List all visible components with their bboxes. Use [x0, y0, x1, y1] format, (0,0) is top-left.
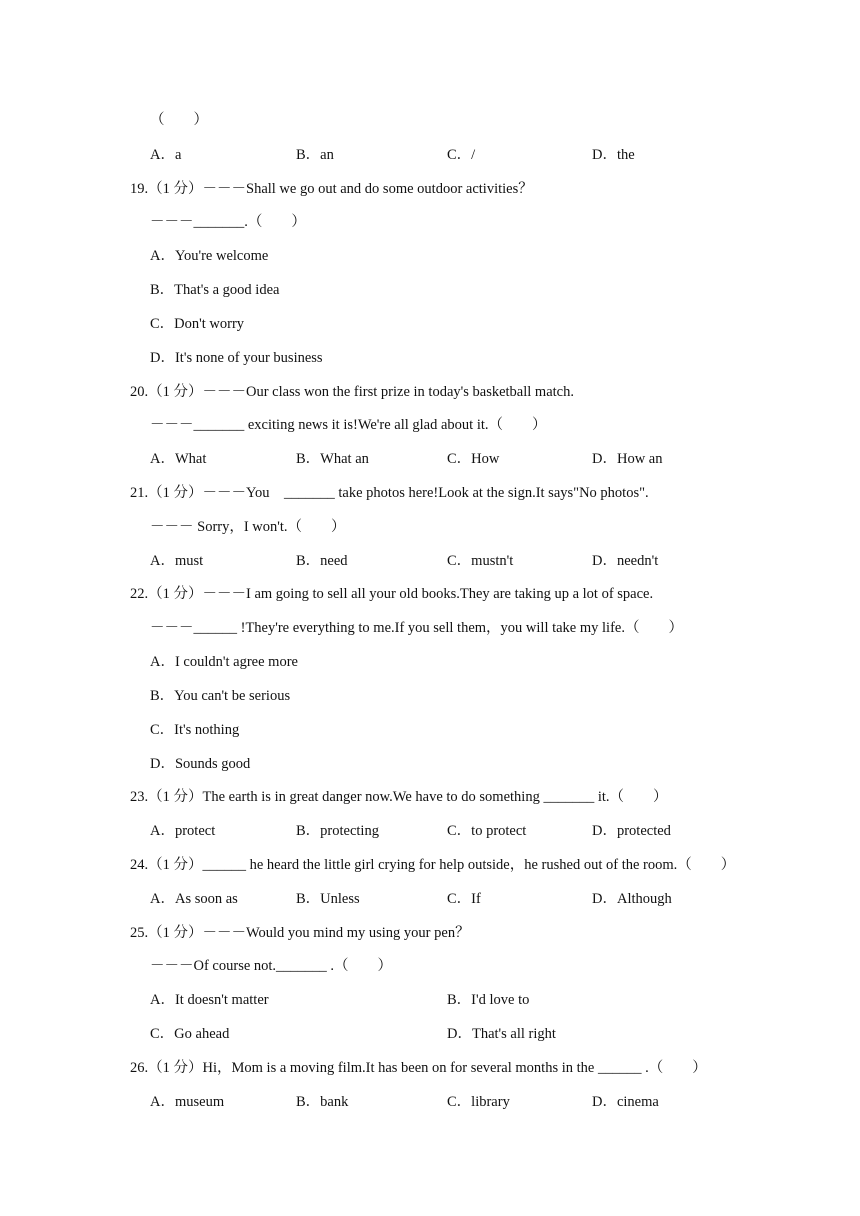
question-stem: 26.（1 分）Hi，Mom is a moving film.It has been on for several months in the ______ .（ ） [130, 1060, 707, 1076]
answer-option: A．museum [150, 1094, 225, 1110]
options-row [0, 449, 860, 469]
answer-option: C．mustn't [447, 553, 514, 569]
answer-option: C．to protect [447, 823, 527, 839]
answer-option: D．Although [592, 891, 672, 907]
answer-option: C．/ [447, 147, 476, 163]
answer-option: D．How an [592, 451, 663, 467]
answer-option: D．needn't [592, 553, 659, 569]
answer-option: B．I'd love to [447, 992, 530, 1008]
answer-option: C．If [447, 891, 481, 907]
question-line: A．I couldn't agree more [150, 654, 298, 670]
answer-option: A．must [150, 553, 204, 569]
question-stem: 22.（1 分）－－－I am going to sell all your old books.They are taking up a lot of space. [130, 586, 654, 602]
question-stem: 23.（1 分）The earth is in great danger now.We have to do something _______ it.（ ） [130, 789, 668, 805]
question-line: －－－Of course not._______ .（ ） [150, 958, 393, 974]
answer-option: C．library [447, 1094, 510, 1110]
options-row [0, 1092, 860, 1112]
answer-option: C．How [447, 451, 500, 467]
answer-option: B．What an [296, 451, 369, 467]
question-line: －－－_______.（ ） [150, 214, 306, 230]
answer-option: A．a [150, 147, 182, 163]
answer-option: B．bank [296, 1094, 349, 1110]
options-row [0, 990, 860, 1010]
answer-option: B．protecting [296, 823, 379, 839]
answer-option: A．What [150, 451, 207, 467]
question-stem: 20.（1 分）－－－Our class won the first prize in today's basketball match. [130, 384, 574, 400]
question-stem: 19.（1 分）－－－Shall we go out and do some outdoor activities？ [130, 181, 533, 197]
answer-option: D．the [592, 147, 635, 163]
question-line: C．It's nothing [150, 722, 240, 738]
question-line: －－－_______ exciting news it is!We're all glad about it.（ ） [150, 417, 547, 433]
question-stem: 24.（1 分）______ he heard the little girl crying for help outside，he rushed out of the room.（ ） [130, 857, 736, 873]
options-row [0, 145, 860, 165]
question-stem: 21.（1 分）－－－You _______ take photos here!Look at the sign.It says"No photos". [130, 485, 649, 501]
question-line: B．That's a good idea [150, 282, 280, 298]
answer-option: B．Unless [296, 891, 360, 907]
question-line: D．Sounds good [150, 756, 251, 772]
options-row [0, 821, 860, 841]
answer-option: C．Go ahead [150, 1026, 230, 1042]
answer-option: D．cinema [592, 1094, 659, 1110]
answer-option: D．That's all right [447, 1026, 556, 1042]
answer-option: D．protected [592, 823, 671, 839]
question-line: B．You can't be serious [150, 688, 291, 704]
question-line: （ ） [150, 112, 208, 128]
question-line: －－－______ !They're everything to me.If you sell them，you will take my life.（ ） [150, 620, 683, 636]
question-line: C．Don't worry [150, 316, 245, 332]
question-line: D．It's none of your business [150, 350, 323, 366]
answer-option: A．protect [150, 823, 216, 839]
question-stem: 25.（1 分）－－－Would you mind my using your pen？ [130, 925, 470, 941]
answer-option: B．need [296, 553, 348, 569]
options-row [0, 1024, 860, 1044]
answer-option: A．As soon as [150, 891, 238, 907]
question-line: －－－ Sorry，I won't.（ ） [150, 519, 346, 535]
answer-option: A．It doesn't matter [150, 992, 269, 1008]
options-row [0, 889, 860, 909]
question-line: A．You're welcome [150, 248, 269, 264]
options-row [0, 551, 860, 571]
answer-option: B．an [296, 147, 334, 163]
